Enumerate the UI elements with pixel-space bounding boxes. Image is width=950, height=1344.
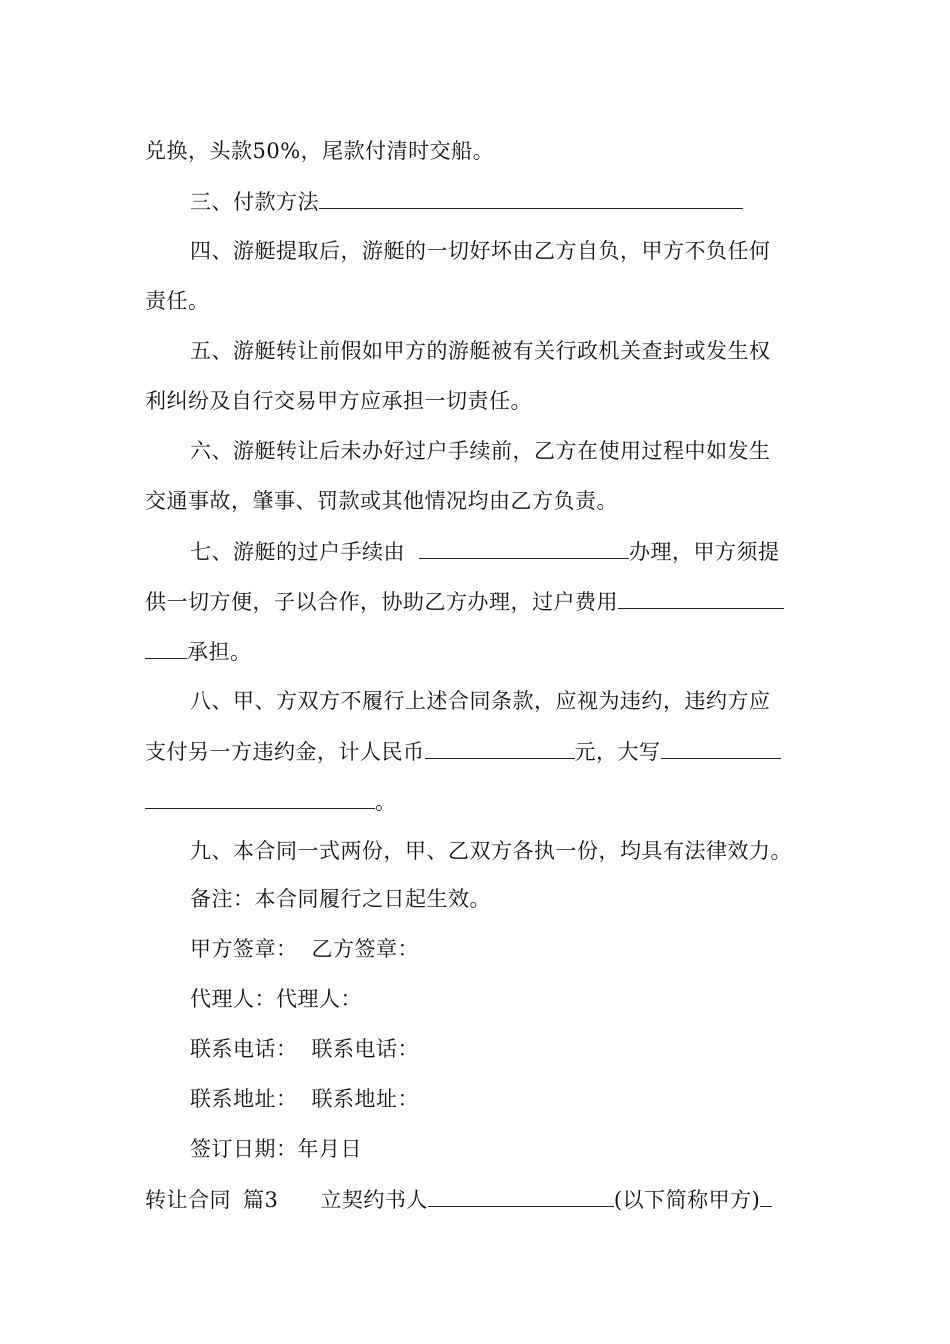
phone-line: 联系电话： 联系电话： [190, 1037, 419, 1061]
clause-4: 四、游艇提取后，游艇的一切好坏由乙方自负，甲方不负任何 [190, 239, 771, 263]
fill-blank [760, 1184, 772, 1207]
date-line: 签订日期：年月日 [190, 1137, 362, 1161]
paragraph-line: 支付另一方违约金，计人民币 元，大写 [145, 736, 781, 767]
paragraph-line: 交通事故，肇事、罚款或其他情况均由乙方负责。 [145, 489, 618, 513]
section-heading: 转让合同 篇3 立契约书人 (以下简称甲方) [145, 1184, 772, 1215]
clause-9: 九、本合同一式两份，甲、乙双方各执一份，均具有法律效力。 [190, 839, 792, 863]
fill-blank [428, 1184, 614, 1207]
clause-5: 五、游艇转让前假如甲方的游艇被有关行政机关查封或发生权 [190, 339, 771, 363]
fill-blank [618, 586, 784, 609]
paragraph-line: 兑换，头款50%，尾款付清时交船。 [145, 139, 495, 163]
fill-blank [319, 186, 743, 209]
paragraph-line: 责任。 [145, 289, 210, 313]
clause-8: 八、甲、方双方不履行上述合同条款，应视为违约，违约方应 [190, 689, 771, 713]
note-line: 备注：本合同履行之日起生效。 [190, 887, 491, 911]
paragraph-line: 利纠纷及自行交易甲方应承担一切责任。 [145, 389, 532, 413]
clause-6: 六、游艇转让后未办好过户手续前，乙方在使用过程中如发生 [190, 439, 771, 463]
signature-line: 甲方签章： 乙方签章： [190, 937, 419, 961]
paragraph-line: 。 [145, 786, 397, 817]
clause-7: 七、游艇的过户手续由 办理，甲方须提 [190, 536, 780, 567]
paragraph-line: 供一切方便，子以合作，协助乙方办理，过户费用 [145, 586, 784, 617]
fill-blank [661, 736, 781, 759]
fill-blank [145, 636, 187, 659]
clause-3: 三、付款方法 [190, 186, 743, 217]
fill-blank [419, 536, 629, 559]
agent-line: 代理人：代理人： [190, 987, 362, 1011]
fill-blank [145, 786, 375, 809]
fill-blank [425, 736, 575, 759]
address-line: 联系地址： 联系地址： [190, 1087, 419, 1111]
paragraph-line: 承担。 [145, 636, 252, 667]
